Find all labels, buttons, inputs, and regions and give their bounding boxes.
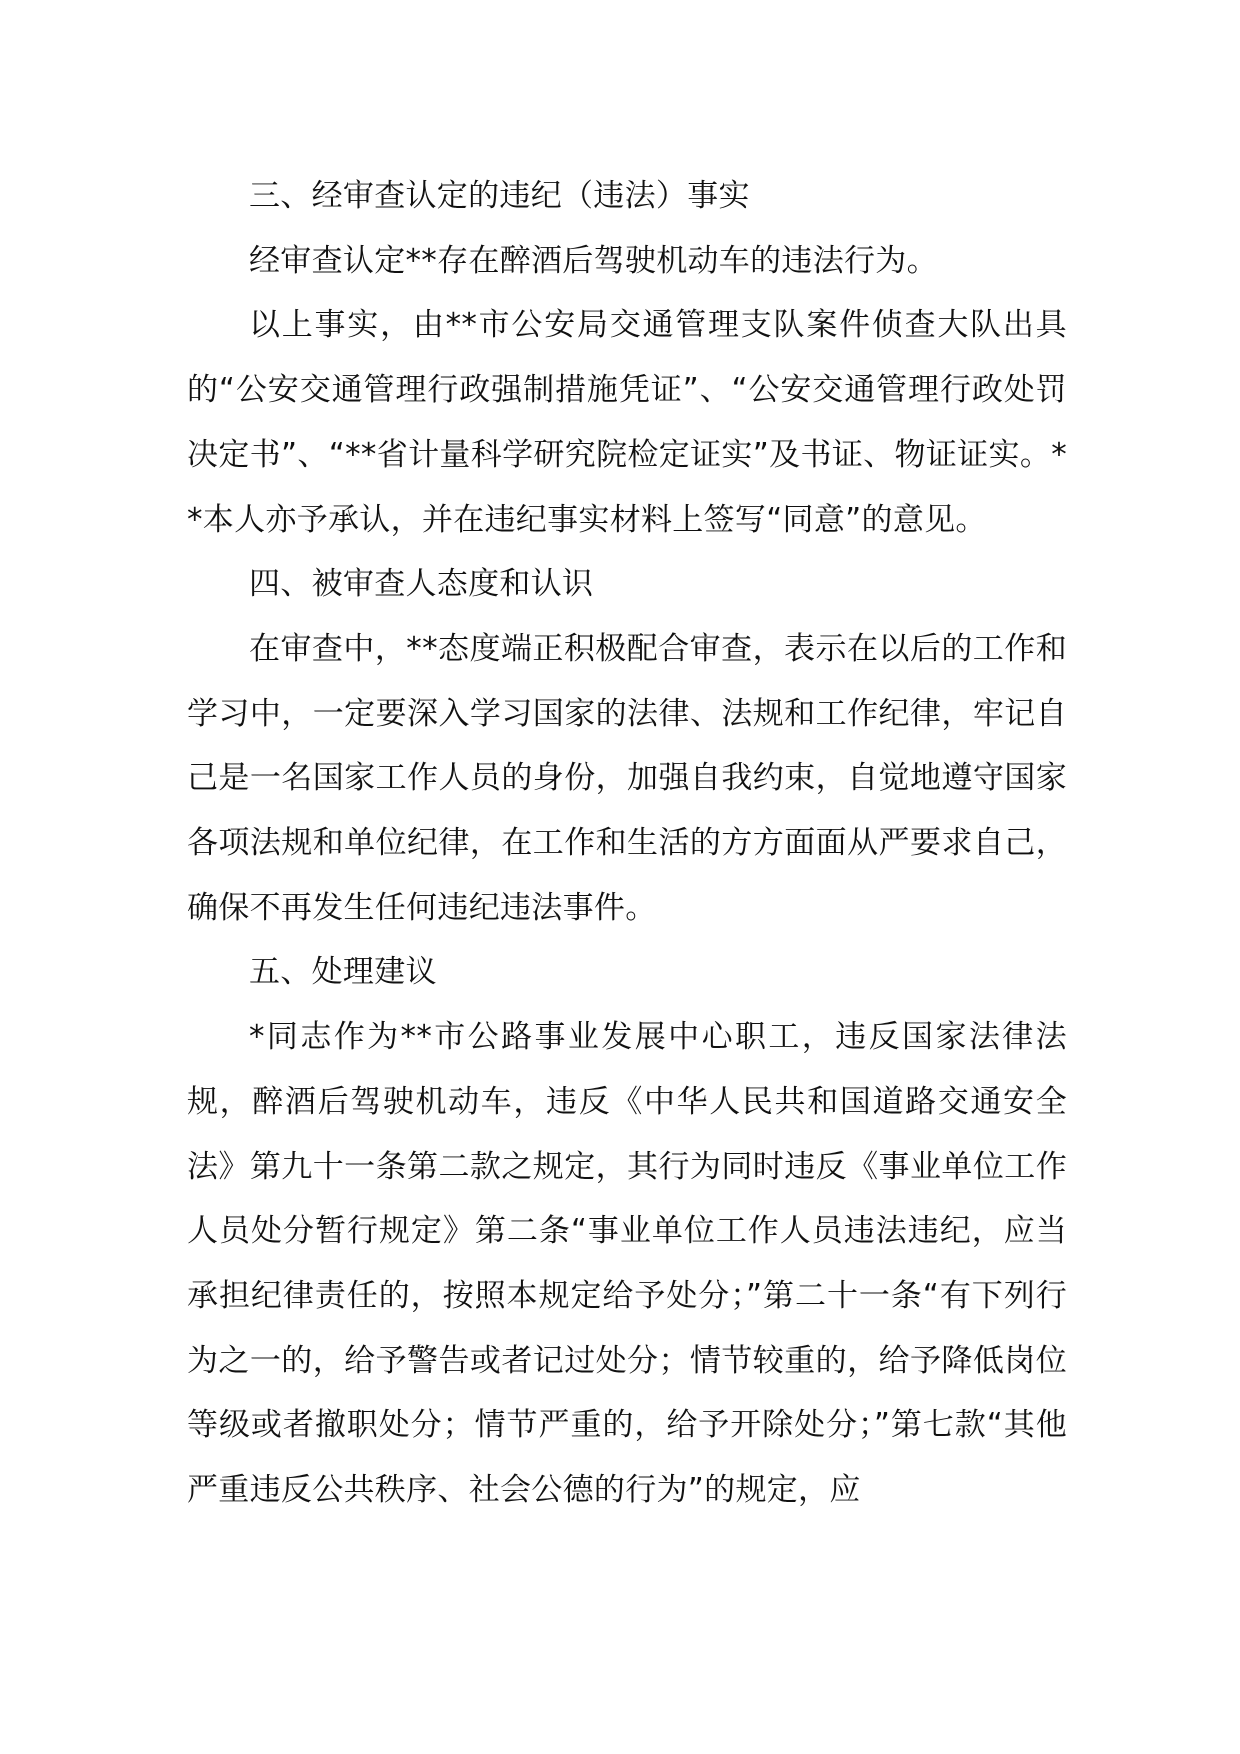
section-5-paragraph-1: *同志作为**市公路事业发展中心职工，违反国家法律法规，醉酒后驾驶机动车，违反《中华人民共和国道路交通安全法》第九十一条第二款之规定，其行为同时违反《事业单位工作人员处分暂行规定》第二条“事业单位工作人员违法违纪，应当承担纪律责任的，按照本规定给予处分；”第二十一条“有下列行为之一的，给予警告或者记过处分；情节较重的，给予降低岗位等级或者撤职处分；情节严重的，给予开除处分；”第七款“其他严重违反公共秩序、社会公德的行为”的规定，应 xyxy=(187,1019,1067,1509)
section-3-paragraph-2: 以上事实，由**市公安局交通管理支队案件侦查大队出具的“公安交通管理行政强制措施凭证”、“公安交通管理行政处罚决定书”、“**省计量科学研究院检定证实”及书证、物证证实。**本人亦予承认，并在违纪事实材料上签写“同意”的意见。 xyxy=(187,307,1067,538)
section-3-heading: 三、经审查认定的违纪（违法）事实 xyxy=(249,178,750,214)
document-body xyxy=(187,164,1067,1523)
section-4-paragraph-1: 在审查中，**态度端正积极配合审查，表示在以后的工作和学习中，一定要深入学习国家的法律、法规和工作纪律，牢记自己是一名国家工作人员的身份，加强自我约束，自觉地遵守国家各项法规和单位纪律，在工作和生活的方方面面从严要求自己，确保不再发生任何违纪违法事件。 xyxy=(187,630,1067,926)
section-3-paragraph-1: 经审查认定**存在醉酒后驾驶机动车的违法行为。 xyxy=(249,242,938,279)
section-4-heading: 四、被审查人态度和认识 xyxy=(249,566,594,603)
section-5-heading: 五、处理建议 xyxy=(249,954,437,991)
